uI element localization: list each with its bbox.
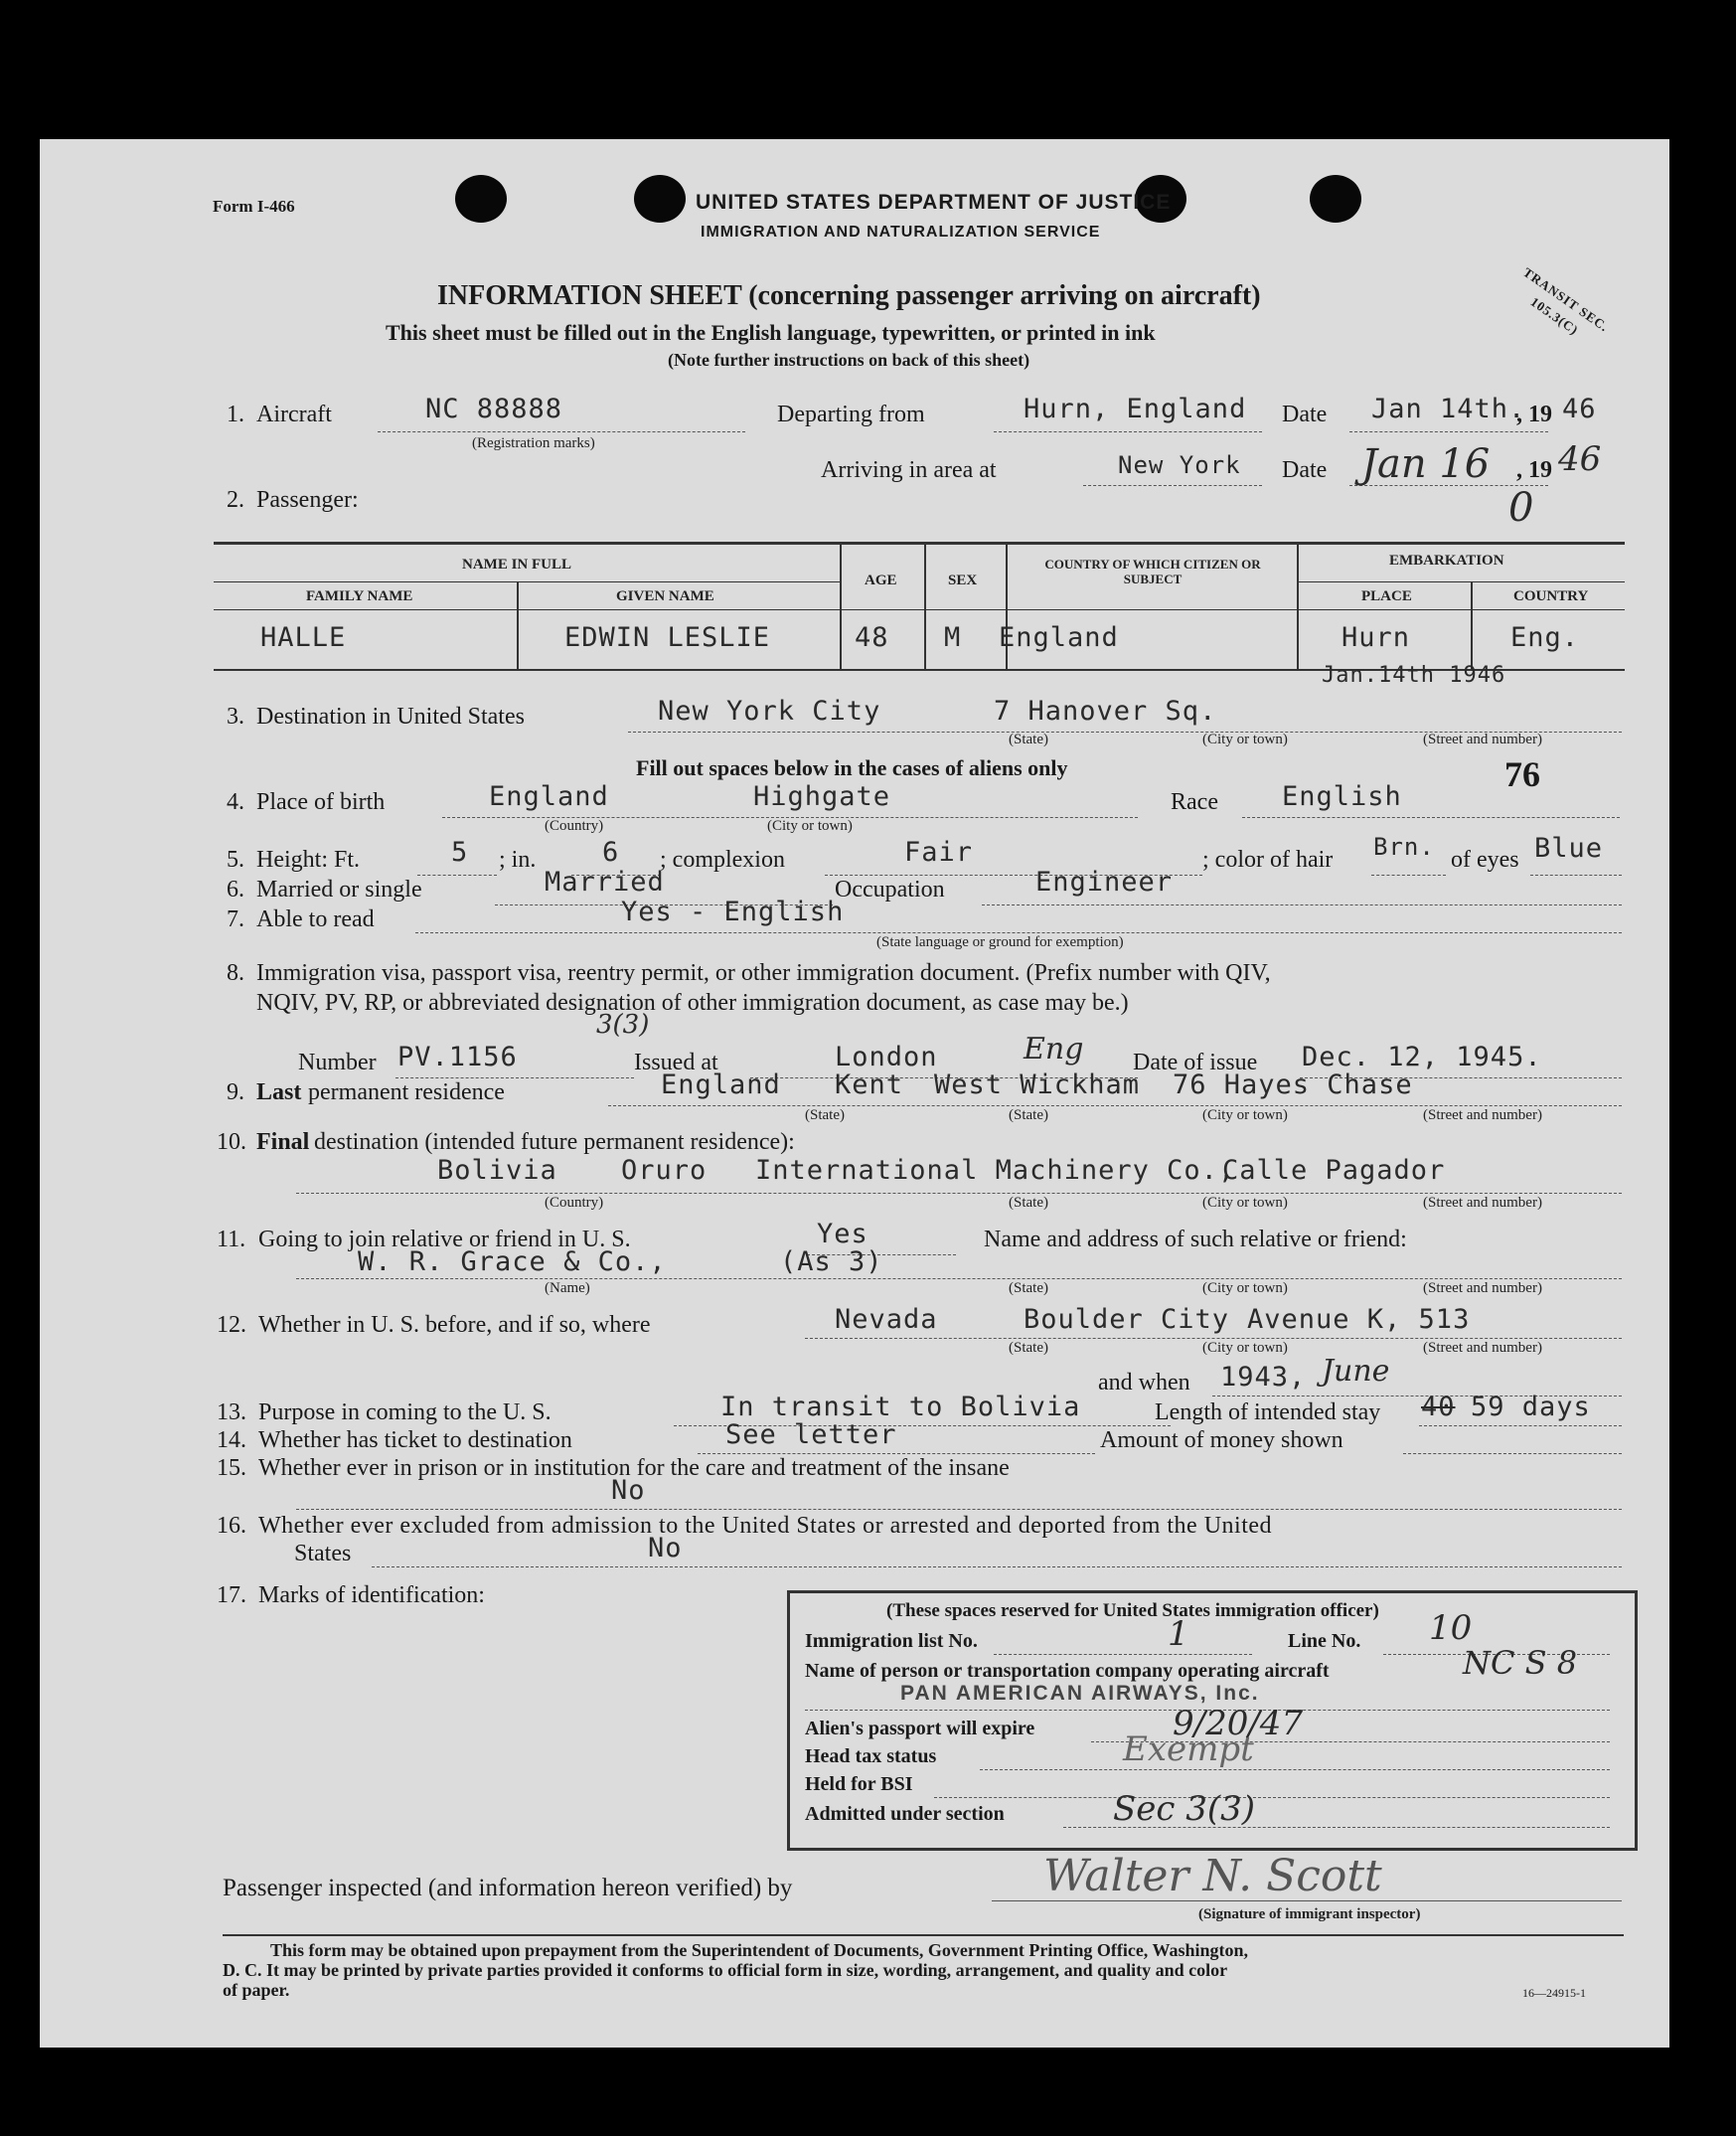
height-label: Height: Ft. <box>256 847 361 873</box>
embark-place-value: Hurn <box>1341 622 1411 653</box>
arrival-date-label: Date <box>1282 457 1328 483</box>
street-caption: (Street and number) <box>1423 1195 1542 1211</box>
arrival-year-prefix: , 19 <box>1516 457 1552 483</box>
prison-label: Whether ever in prison or in institution for the care and treatment of the insane <box>258 1455 1010 1481</box>
purpose-label: Purpose in coming to the U. S. <box>258 1399 552 1425</box>
header-age: AGE <box>865 573 897 588</box>
ticket-value: See letter <box>725 1419 897 1450</box>
excluded-label-line1: Whether ever excluded from admission to the United States or arrested and deported from the United <box>258 1513 1273 1539</box>
country-caption: (Country) <box>545 1195 604 1211</box>
destination-label: Destination in United States <box>256 704 525 730</box>
country-caption: (Country) <box>545 818 604 834</box>
item-number: 5. <box>227 847 244 873</box>
document-annotation: 3(3) <box>596 1010 650 1040</box>
city-caption: (City or town) <box>1202 1107 1288 1123</box>
arrival-mark: 0 <box>1508 485 1534 531</box>
hair-label: ; color of hair <box>1202 847 1334 873</box>
footer-code: 16—24915-1 <box>1522 1986 1586 2000</box>
read-label: Able to read <box>256 906 375 932</box>
arriving-label: Arriving in area at <box>821 457 997 483</box>
officer-section-title: (These spaces reserved for United States immigration officer) <box>886 1600 1379 1621</box>
header-given-name: GIVEN NAME <box>616 588 714 604</box>
embarkation-date: Jan.14th 1946 <box>1322 663 1506 688</box>
state-caption: (State) <box>1009 1195 1048 1211</box>
residence-country: England <box>661 1069 781 1100</box>
birth-city: Highgate <box>753 781 891 812</box>
header-embarkation: EMBARKATION <box>1389 553 1504 569</box>
previous-state: Nevada <box>835 1304 938 1335</box>
departure-year-prefix: , 19 <box>1516 402 1552 427</box>
issued-value: London <box>835 1042 938 1072</box>
item-number: 7. <box>227 906 244 932</box>
residence-city: West Wickham <box>934 1069 1141 1100</box>
state-caption: (State) <box>1009 1340 1048 1356</box>
final-country: Bolivia <box>437 1155 557 1186</box>
city-caption: (City or town) <box>1202 1340 1288 1356</box>
birth-country: England <box>489 781 609 812</box>
street-caption: (Street and number) <box>1423 1280 1542 1296</box>
aliens-note: Fill out spaces below in the cases of aliens only <box>636 755 1068 780</box>
item-number: 14. <box>217 1427 246 1453</box>
item-number: 15. <box>217 1455 246 1481</box>
final-city: International Machinery Co., <box>755 1155 1236 1186</box>
form-sheet <box>40 139 1669 2048</box>
arrival-year: 46 <box>1558 439 1602 479</box>
item-number: 8. <box>227 960 244 986</box>
item-number: 3. <box>227 704 244 730</box>
name-caption: (Name) <box>545 1280 590 1296</box>
height-inches: 6 <box>602 837 620 868</box>
state-caption: (State) <box>1009 1107 1048 1123</box>
departure-year: 46 <box>1562 394 1597 424</box>
aircraft-label: Aircraft <box>256 402 332 427</box>
number-label: Number <box>298 1050 377 1075</box>
header-name-in-full: NAME IN FULL <box>462 557 572 573</box>
citizenship-value: England <box>999 622 1119 653</box>
header-sex: SEX <box>948 573 978 588</box>
read-value: Yes - English <box>621 897 845 927</box>
issued-label: Issued at <box>634 1050 718 1075</box>
eyes-label: of eyes <box>1451 847 1519 873</box>
company-label: Name of person or transportation company operating aircraft <box>805 1660 1330 1682</box>
issued-handwritten: Eng <box>1024 1032 1084 1067</box>
header-embark-country: COUNTRY <box>1513 588 1589 604</box>
passport-value: 9/20/47 <box>1173 1704 1304 1743</box>
header-family-name: FAMILY NAME <box>306 588 413 604</box>
section-label: Admitted under section <box>805 1803 1005 1825</box>
line-label: Line No. <box>1288 1630 1361 1652</box>
residence-state: Kent <box>835 1069 904 1100</box>
destination-state: New York City <box>658 696 881 727</box>
country-caption: (State) <box>805 1107 845 1123</box>
relative-label: Name and address of such relative or friend: <box>984 1227 1407 1252</box>
state-caption: (State) <box>1009 1280 1048 1296</box>
residence-street: 76 Hayes Chase <box>1173 1069 1413 1100</box>
list-label: Immigration list No. <box>805 1630 978 1652</box>
footer-line2: D. C. It may be printed by private parties provided it conforms to official form in size, wording, arrangement, and quality and color <box>223 1960 1228 1980</box>
embark-country-value: Eng. <box>1510 622 1580 653</box>
city-caption: (City or town) <box>1202 1195 1288 1211</box>
complexion-value: Fair <box>904 837 974 868</box>
bsi-label: Held for BSI <box>805 1773 913 1795</box>
city-caption: (City or town) <box>767 818 853 834</box>
purpose-value: In transit to Bolivia <box>720 1392 1081 1422</box>
item-number: 10. <box>217 1129 246 1155</box>
list-value: 1 <box>1168 1614 1189 1654</box>
final-state: Oruro <box>621 1155 708 1186</box>
residence-label-bold: Last <box>256 1079 302 1105</box>
arrival-date: Jan 16 <box>1361 441 1491 487</box>
final-destination-label-bold: Final <box>256 1129 310 1155</box>
family-name-value: HALLE <box>260 622 347 653</box>
state-caption: (State) <box>1009 732 1048 747</box>
city-caption: (City or town) <box>1202 732 1288 747</box>
marital-label: Married or single <box>256 877 422 903</box>
departing-label: Departing from <box>777 402 925 427</box>
money-label: Amount of money shown <box>1100 1427 1343 1453</box>
signature-caption: (Signature of immigrant inspector) <box>1198 1906 1421 1922</box>
company-stamp: PAN AMERICAN AIRWAYS, Inc. <box>900 1682 1260 1705</box>
hair-value: Brn. <box>1373 833 1435 861</box>
item-number: 1. <box>227 402 244 427</box>
document-text-line1: Immigration visa, passport visa, reentry permit, or other immigration document. (Prefix number with QIV, <box>256 960 1271 986</box>
passport-label: Alien's passport will expire <box>805 1718 1035 1739</box>
complexion-label: ; complexion <box>660 847 785 873</box>
departing-value: Hurn, England <box>1024 394 1247 424</box>
service-name: IMMIGRATION AND NATURALIZATION SERVICE <box>701 224 1101 241</box>
transit-stamp: TRANSIT SEC. 105.3(C) <box>1520 264 1612 338</box>
arriving-value: New York <box>1118 451 1241 479</box>
header-place: PLACE <box>1361 588 1412 604</box>
form-note: (Note further instructions on back of this sheet) <box>668 350 1030 370</box>
item-number: 12. <box>217 1312 246 1338</box>
header-country: COUNTRY OF WHICH CITIZEN OR SUBJECT <box>1044 557 1261 586</box>
form-number: Form I-466 <box>213 197 295 216</box>
occupation-value: Engineer <box>1035 867 1174 898</box>
given-name-value: EDWIN LESLIE <box>564 622 771 653</box>
ticket-label: Whether has ticket to destination <box>258 1427 572 1453</box>
excluded-value: No <box>648 1533 683 1563</box>
previous-street: Avenue K, 513 <box>1247 1304 1471 1335</box>
item-number: 11. <box>217 1227 246 1252</box>
form-title: INFORMATION SHEET (concerning passenger arriving on aircraft) <box>437 280 1261 311</box>
race-value: English <box>1282 781 1402 812</box>
eyes-value: Blue <box>1534 833 1604 864</box>
street-caption: (Street and number) <box>1423 732 1542 747</box>
item-number: 13. <box>217 1399 246 1425</box>
headtax-label: Head tax status <box>805 1745 937 1767</box>
document-number: PV.1156 <box>397 1042 518 1072</box>
city-caption: (City or town) <box>1202 1280 1288 1296</box>
headtax-value: Exempt <box>1123 1729 1254 1769</box>
issue-date: Dec. 12, 1945. <box>1302 1042 1542 1072</box>
item-number: 4. <box>227 789 244 815</box>
street-caption: (Street and number) <box>1423 1340 1542 1356</box>
final-street: Calle Pagador <box>1222 1155 1446 1186</box>
department-name: UNITED STATES DEPARTMENT OF JUSTICE <box>696 191 1172 214</box>
item-number: 16. <box>217 1513 246 1539</box>
inspection-label: Passenger inspected (and information hereon verified) by <box>223 1875 793 1901</box>
company-handwritten: NC S 8 <box>1463 1644 1578 1682</box>
marital-value: Married <box>545 867 665 898</box>
previous-city: Boulder City <box>1024 1304 1230 1335</box>
sex-value: M <box>944 622 962 653</box>
length-struck: 40 <box>1421 1392 1456 1422</box>
street-caption: (Street and number) <box>1423 1107 1542 1123</box>
prison-value: No <box>611 1475 646 1506</box>
line-value: 10 <box>1429 1608 1473 1648</box>
final-destination-label: destination (intended future permanent residence): <box>314 1129 795 1155</box>
when-label: and when <box>1098 1370 1190 1396</box>
destination-street: 7 Hanover Sq. <box>994 696 1217 727</box>
section-value: Sec 3(3) <box>1113 1789 1256 1829</box>
punch-hole <box>634 175 686 223</box>
footer-line3: of paper. <box>223 1980 290 2000</box>
excluded-label-line2: States <box>294 1541 352 1566</box>
inches-label: ; in. <box>499 847 537 873</box>
relative-note: (As 3) <box>780 1246 883 1277</box>
form-instruction: This sheet must be filled out in the English language, typewritten, or printed in ink <box>386 320 1156 345</box>
residence-label: permanent residence <box>308 1079 505 1105</box>
punch-hole <box>1310 175 1361 223</box>
read-caption: (State language or ground for exemption) <box>876 934 1124 950</box>
issue-date-label: Date of issue <box>1133 1050 1258 1075</box>
item-number: 6. <box>227 877 244 903</box>
registration-caption: (Registration marks) <box>472 435 595 451</box>
document-text-line2: NQIV, PV, RP, or abbreviated designation of other immigration document, as case may be.) <box>256 990 1129 1016</box>
item-number: 9. <box>227 1079 244 1105</box>
relative-name: W. R. Grace & Co., <box>358 1246 667 1277</box>
departure-date: Jan 14th. <box>1371 394 1526 424</box>
passenger-label: Passenger: <box>256 487 359 513</box>
birthplace-label: Place of birth <box>256 789 386 815</box>
item-number: 2. <box>227 487 244 513</box>
date-label: Date <box>1282 402 1328 427</box>
height-feet: 5 <box>451 837 469 868</box>
punch-hole <box>455 175 507 223</box>
when-handwritten: June <box>1322 1354 1390 1389</box>
when-value: 1943, <box>1220 1362 1307 1393</box>
length-value: 59 days <box>1471 1392 1591 1422</box>
item-number: 17. <box>217 1582 246 1608</box>
race-label: Race <box>1171 789 1218 815</box>
margin-number: 76 <box>1504 754 1540 794</box>
marks-label: Marks of identification: <box>258 1582 485 1608</box>
previous-visit-label: Whether in U. S. before, and if so, where <box>258 1312 651 1338</box>
aircraft-value: NC 88888 <box>425 394 563 424</box>
length-label: Length of intended stay <box>1155 1399 1381 1425</box>
occupation-label: Occupation <box>835 877 945 903</box>
join-label: Going to join relative or friend in U. S. <box>258 1227 631 1252</box>
age-value: 48 <box>855 622 889 653</box>
footer-line1: This form may be obtained upon prepayment from the Superintendent of Documents, Government Printing Office, Washington, <box>270 1940 1249 1960</box>
join-value: Yes <box>817 1219 868 1249</box>
inspector-signature: Walter N. Scott <box>1043 1851 1382 1901</box>
